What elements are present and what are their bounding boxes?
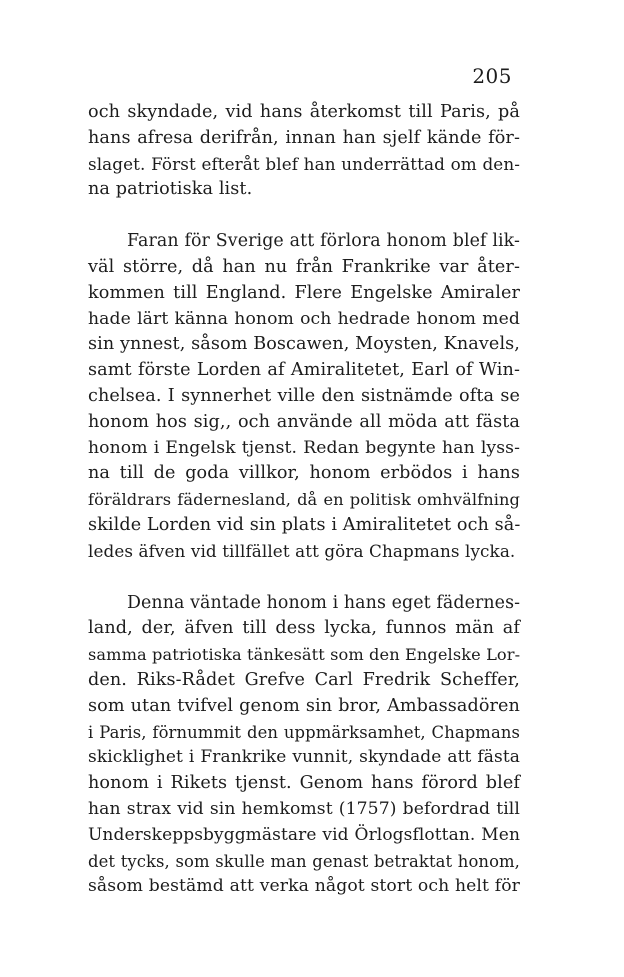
text-line: Underskeppsbyggmästare vid Örlogsflottan. Men [88,824,520,845]
text-line: na patriotiska list. [88,179,253,200]
paragraph-1 [88,100,520,203]
text-line: skicklighet i Frankrike vunnit, skyndade att fästa [88,747,520,768]
text-line: han strax vid sin hemkomst (1757) befordrad till [88,798,520,819]
text-line: i Paris, förnummit den uppmärksamhet, Chapmans [88,722,520,742]
text-line: hade lärt känna honom och hedrade honom med [88,308,520,329]
text-line: Faran för Sverige att förlora honom blef lik- [127,231,520,252]
paragraph-gap [88,565,520,591]
text-line: som utan tvifvel genom sin bror, Ambassadören [88,695,520,716]
text-line: slaget. Först efteråt blef han underrättad om den- [88,153,520,174]
text-line: ledes äfven vid tillfället att göra Chapmans lycka. [88,540,516,561]
text-line: kommen till England. Flere Engelske Amiraler [88,282,520,303]
text-line: honom hos sig,, och använde all möda att fästa [88,411,520,432]
text-line: skilde Lorden vid sin plats i Amiralitetet och så- [88,514,521,535]
paragraph-2 [88,229,520,564]
text-line: väl större, då han nu från Frankrike var åter- [88,256,520,277]
page-number: 205 [472,64,512,88]
text-line: samt förste Lorden af Amiralitetet, Earl of Win- [88,360,520,381]
text-line: föräldrars fädernesland, då en politisk omhvälfning [88,490,520,510]
text-line: chelsea. I synnerhet ville den sistnämde ofta se [88,385,520,406]
text-line: Denna väntade honom i hans eget fädernes- [127,592,521,613]
text-line: såsom bestämd att verka något stort och helt för [88,876,520,897]
text-line: den. Riks-Rådet Grefve Carl Fredrik Scheffer, [88,669,520,690]
text-line: land, der, äfven till dess lycka, funnos män af [88,618,520,639]
paragraph-gap [88,203,520,229]
text-line: hans afresa derifrån, innan han sjelf kände för- [88,127,520,148]
paragraph-3 [88,591,520,901]
text-line: na till de goda villkor, honom erbödos i hans [88,463,520,484]
text-line: honom i Engelsk tjenst. Redan begynte han lyss- [88,437,520,458]
body-text [88,100,520,900]
text-line: och skyndade, vid hans återkomst till Paris, på [88,102,520,122]
text-line: det tycks, som skulle man genast betraktat honom, [88,851,520,871]
text-line: samma patriotiska tänkesätt som den Engelske Lor- [88,645,521,665]
text-line: honom i Rikets tjenst. Genom hans förord blef [88,773,520,794]
text-line: sin ynnest, såsom Boscawen, Moysten, Knavels, [88,334,520,355]
